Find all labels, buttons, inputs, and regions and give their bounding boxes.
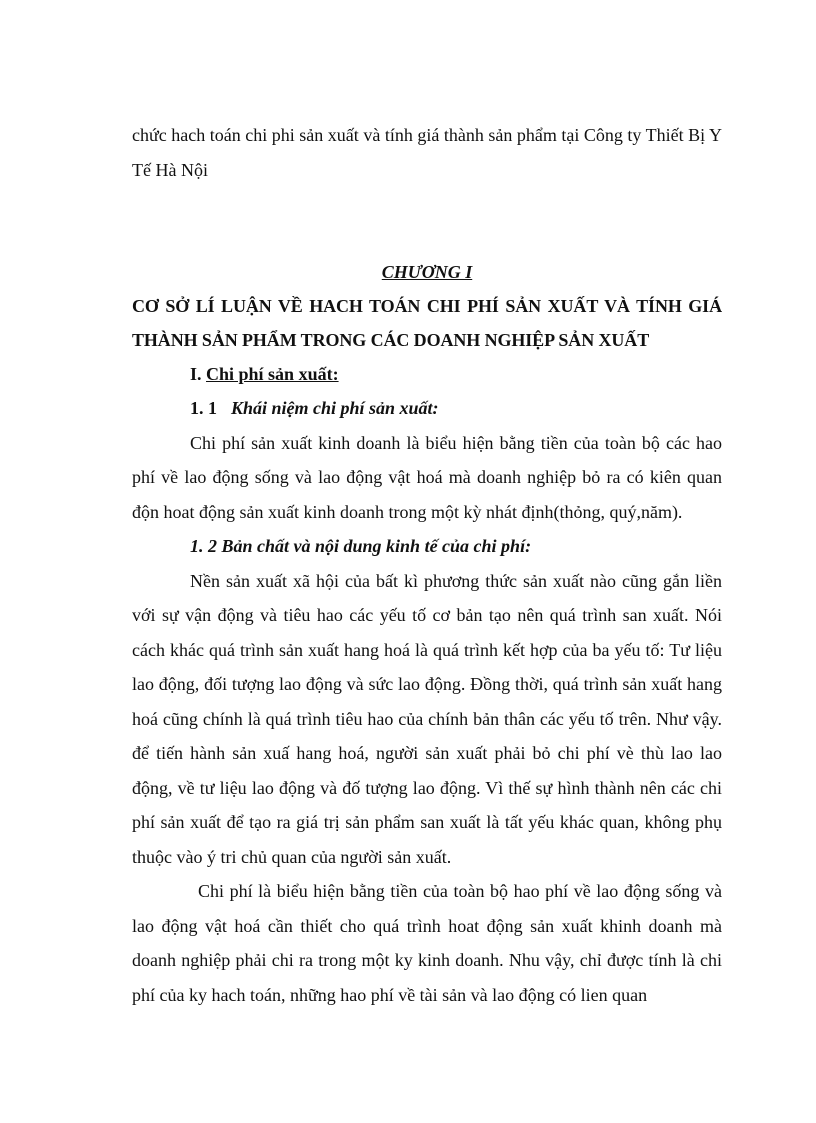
chapter-title: CƠ SỞ LÍ LUẬN VỀ HACH TOÁN CHI PHÍ SẢN XUẤT VÀ TÍNH GIÁ THÀNH SẢN PHẨM TRONG CÁC DOANH NGHIỆP SẢN XUẤT: [132, 296, 722, 350]
section-heading: [132, 357, 722, 391]
section-prefix: I.: [190, 364, 207, 384]
subsection-title: Khái niệm chi phí sản xuất:: [231, 398, 439, 418]
section-title: Chi phí sản xuất:: [206, 364, 339, 384]
body-paragraph-2: Nền sản xuất xã hội của bất kì phương thức sản xuất nào cũng gắn liền với sự vận động và tiêu hao các yếu tố cơ bản tạo nên quá trình san xuất. Nói cách khác quá trình sản xuất hang hoá là quá trình kết hợp của ba yếu tố: Tư liệu lao động, đối tượng lao động và sức lao động. Đồng thời, quá trình sản xuất hang hoá cũng chính là quá trình tiêu hao của chính bản thân các yếu tố trên. Như vậy. để tiến hành sản xuấ hang hoá, người sản xuất phải bỏ chi phí vè thù lao lao động, về tư liệu lao động và đố tượng lao động. Vì thế sự hình thành nên các chi phí sản xuất để tạo ra giá trị sản phẩm san xuất là tất yếu khác quan, không phụ thuộc vào ý tri chủ quan của người sản xuất.: [132, 570, 722, 867]
body-paragraph-3: Chi phí là biểu hiện bằng tiền của toàn bộ hao phí về lao động sống và lao động vật hoá cần thiết cho quá trình hoat động sản xuất khinh doanh mà doanh nghiệp phải chi ra trong một ky kinh doanh. Nhu vậy, chỉ được tính là chi phí của ky hach toán, những hao phí về tài sản và lao động có lien quan: [132, 881, 722, 1005]
subsection-number: 1. 1: [190, 398, 217, 418]
intro-paragraph: chức hach toán chi phi sản xuất và tính giá thành sản phẩm tại Công ty Thiết Bị Y Tế Hà Nội: [132, 125, 722, 180]
subsection-heading-1: [132, 391, 722, 426]
subsection-heading-2: 1. 2 Bản chất và nội dung kinh tế của chi phí:: [190, 536, 532, 556]
body-paragraph-1: Chi phí sản xuất kinh doanh là biểu hiện bằng tiền của toàn bộ các hao phí về lao động sống và lao động vật hoá mà doanh nghiệp bỏ ra có kiên quan độn hoat động sản xuất kinh doanh trong một kỳ nhát định(thỏng, quý,năm).: [132, 432, 722, 522]
chapter-label: CHƯƠNG I: [381, 262, 473, 282]
page-content: [132, 118, 722, 1012]
